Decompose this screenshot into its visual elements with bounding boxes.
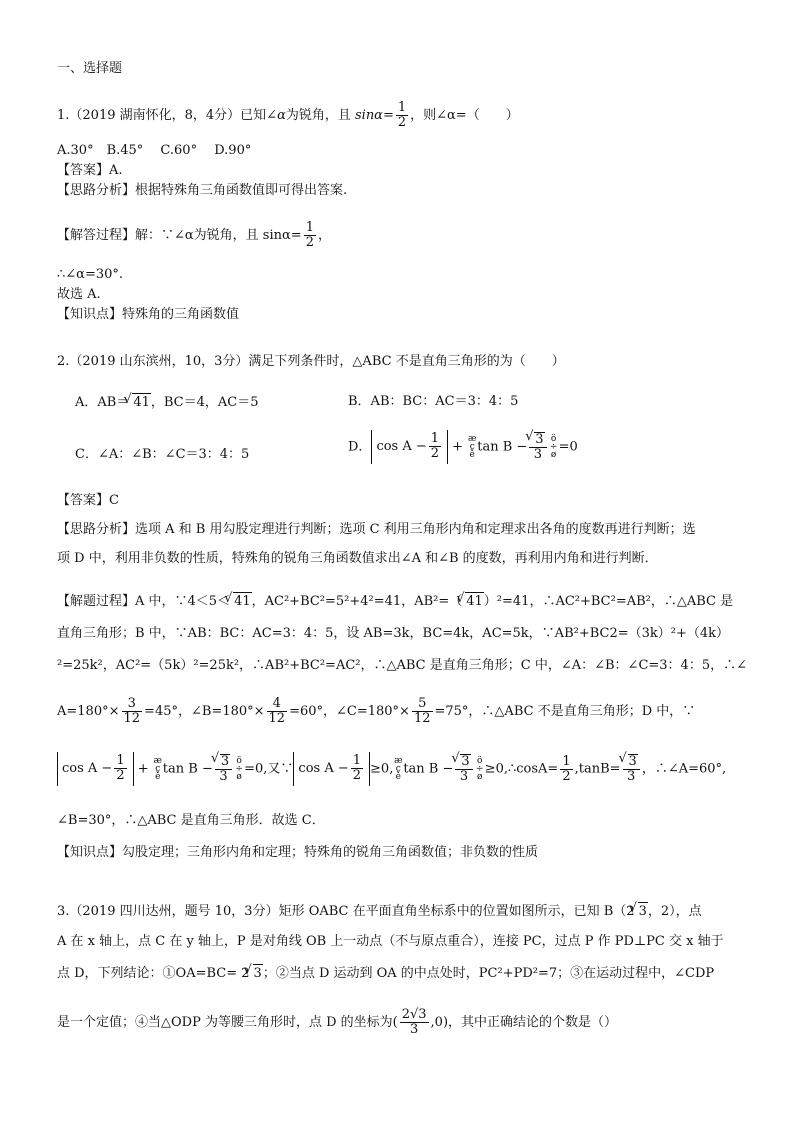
q2-process-4 (57, 697, 695, 727)
q2-p5-d3c: 3 (627, 769, 636, 784)
q2-p5-glyph-1r: ö ÷ ø (235, 756, 243, 782)
q1-knowledge: 【知识点】特殊角的三角函数值 (57, 307, 240, 322)
q1-process-b: ， (317, 228, 331, 243)
q2-proc-5b: ≥0, (370, 761, 394, 777)
q3-line-3 (57, 964, 714, 983)
q2-analysis-1: 【思路分析】选项 A 和 B 用勾股定理进行判断；选项 C 利用三角形内角和定理求出各角的度数再进行判断；选 (57, 522, 696, 537)
q3-line-1a: 3.（2019 四川达州，题号 10，3分）矩形 OABC 在平面直角坐标系中的位置如图所示，已知 B（2 (57, 904, 635, 919)
q3-line-3a: 点 D，下列结论：①OA=BC= 2 (57, 966, 250, 981)
q2-p5-tanb-2: tan B − (403, 761, 454, 777)
q2-proc-4b: =45°，∠B=180°× (144, 704, 265, 719)
q1-process (57, 221, 331, 250)
q3-fraction (400, 1008, 429, 1037)
q3-line-4 (57, 1008, 617, 1038)
q1-fraction (396, 101, 408, 130)
q2-p5-h3d: 2 (562, 768, 571, 784)
q2-f12-a: 12 (123, 711, 141, 726)
q2-p5-h1d: 2 (116, 768, 125, 783)
q2-p5-h2n: 1 (352, 753, 362, 768)
q2-opt-a-radical: √ 41 (132, 393, 151, 412)
q1-alpha: α (277, 108, 286, 123)
q2-option-c: C．∠A：∠B：∠C＝3：4：5 (75, 447, 250, 462)
q2-opt-d-abs (371, 430, 448, 464)
q1-proc-num: 1 (305, 220, 314, 235)
q2-p5-d3b: 3 (459, 769, 469, 784)
q2-half-num: 1 (430, 431, 440, 446)
q2-eq0: =0 (558, 439, 578, 455)
q3-root3-a: √ 3 (638, 902, 648, 921)
q2-knowledge: 【知识点】勾股定理；三角形内角和定理；特殊角的锐角三角函数值；非负数的性质 (57, 845, 539, 860)
q2-f3: 3 (122, 697, 143, 712)
q2-proc-5e: ，∴∠A=60°, (641, 761, 727, 777)
q2-p5-r3a: √ 3 (220, 754, 230, 769)
q2-proc-5d: ,tanB= (574, 761, 621, 777)
q2-process-3: ²=25k²，AC²=（5k）²=25k²，∴AB²+BC²=AC²，∴△ABC 是直角三角形；C 中，∠A：∠B：∠C=3：4：5，∴∠ (57, 658, 747, 673)
q2-root3: √ 3 (534, 432, 544, 447)
q2-p5-abs-2 (293, 752, 370, 786)
q1-sin: sinα= (354, 108, 394, 123)
q2-analysis-2: 项 D 中，利用非负数的性质，特殊角的锐角三角函数值求出∠A 和∠B 的度数，再利用内角和进行判断． (57, 551, 658, 566)
q2-p5-glyph-2r: ö ÷ ø (475, 756, 484, 782)
q1-stem-b: 为锐角，且 (285, 108, 355, 123)
q2-p5-cosa-1: cos A − (62, 761, 113, 776)
q2-frac-5-12 (412, 697, 433, 726)
q2-proc-5c: ≥0,∴cosA= (484, 761, 559, 777)
q2-process-1 (57, 592, 733, 611)
q2-p5-d3a: 3 (219, 769, 228, 784)
q2-p5-cosa-2: cos A − (298, 761, 349, 776)
q2-half (429, 432, 441, 461)
q2-root3-frac (529, 432, 546, 462)
q2-stem: 2.（2019 山东滨州，10，3分）满足下列条件时，△ABC 不是直角三角形的为（ ） (57, 354, 565, 369)
q2-process-6: ∠B=30°，∴△ABC 是直角三角形．故选 C． (57, 813, 325, 828)
q2-proc-4c: =60°，∠C=180°× (289, 704, 410, 719)
q2-f4: 4 (267, 697, 288, 712)
q2-proc-root41-a: √ 41 (233, 592, 252, 611)
q2-tanb: tan B − (477, 439, 528, 455)
q1-options: A.30° B.45° C.60° D.90° (57, 143, 252, 158)
q3-line-3b: ；②当点 D 运动到 OA 的中点处时，PC²+PD²=7；③在运动过程中，∠CDP (262, 966, 715, 981)
q1-stem (57, 101, 519, 130)
q1-analysis: 【思路分析】根据特殊角三角函数值即可得出答案. (57, 183, 348, 198)
q1-choose: 故选 A. (57, 287, 101, 302)
q2-option-d: D． cos A − $\frac{1}{2}$ + æ ç ètan B − √ $\frac{3}{3}$ ö ÷ ø=0 (348, 430, 578, 464)
q2-opt-a-post: ，BC＝4，AC＝5 (150, 395, 259, 410)
q2-f12-c: 12 (413, 711, 431, 726)
q2-p5-h3n: 1 (562, 753, 571, 769)
q2-f5: 5 (412, 697, 433, 712)
q2-opt-d-label: D． (348, 439, 372, 455)
q2-proc-1b: ，AC²+BC²=5²+4²=41，AB²=（ (251, 594, 463, 609)
q2-frac-3-12 (122, 697, 143, 726)
section-title: 一、选择题 (57, 61, 123, 76)
q1-frac-num: 1 (397, 100, 407, 115)
q2-answer: 【答案】C (57, 493, 119, 508)
q2-proc-1c: ）²=41，∴AC²+BC²=AB²，∴△ABC 是 (483, 594, 734, 609)
q2-bracket-glyph-right: ö ÷ ø (549, 434, 558, 460)
q3-root3-b: √ 3 (253, 964, 263, 983)
q2-bracket-glyph: æ ç è (467, 434, 477, 460)
q1-process-fraction (304, 221, 316, 250)
q3-line-1 (57, 902, 702, 921)
q2-p5-glyph-1: æ ç è (153, 756, 163, 782)
q3-line-2: A 在 x 轴上，点 C 在 y 轴上，P 是对角线 OB 上一动点（不与原点重合），连接 PC，过点 P 作 PD⊥PC 交 x 轴于 (57, 934, 724, 949)
q2-p5-h2d: 2 (352, 768, 362, 783)
q2-option-b: B．AB：BC：AC＝3：4：5 (348, 394, 519, 409)
q1-process-a: 【解答过程】解：∵∠α为锐角，且 sinα= (57, 228, 302, 243)
q1-stem-c: ，则∠α=（ ） (410, 108, 519, 123)
q3-line-4b: ,0)，其中正确结论的个数是（） (430, 1015, 618, 1030)
q3-line-1b: ，2），点 (647, 904, 702, 919)
q1-answer: 【答案】A. (57, 163, 123, 178)
q2-frac-4-12 (267, 697, 288, 726)
q3-frac-den: 3 (409, 1022, 419, 1037)
q1-proc-den: 2 (305, 235, 314, 250)
q2-den3: 3 (533, 447, 543, 462)
q2-process-2: 直角三角形；B 中，∵AB：BC：AC=3：4：5，设 AB=3k，BC=4k，AC=5k，∵AB²+BC2=（3k）²+（4k） (57, 626, 730, 641)
q2-proc-5a: =0,又∵ (244, 761, 294, 777)
q2-f12-b: 12 (268, 711, 286, 726)
q1-therefore: ∴∠α=30°. (57, 267, 124, 282)
q2-p5-r3b: √ 3 (460, 754, 470, 769)
q1-stem-a: 1.（2019 湖南怀化，8，4分）已知∠ (57, 108, 278, 123)
q2-proc-4a: A=180°× (57, 704, 120, 719)
q3-frac-num: 2√3 (401, 1007, 427, 1022)
q2-p5-glyph-2: æ ç è (394, 756, 403, 782)
q2-proc-1a: 【解题过程】A 中，∵4＜5＜ (57, 594, 231, 609)
q3-line-4a: 是一个定值；④当△ODP 为等腰三角形时，点 D 的坐标为( (57, 1015, 398, 1030)
q2-cosa: cos A − (376, 439, 427, 454)
q2-proc-root41-b: √ 41 (465, 592, 484, 611)
q2-half-den: 2 (430, 446, 440, 461)
q2-proc-4d: =75°，∴△ABC 不是直角三角形；D 中，∵ (434, 704, 696, 719)
q2-p5-r3c: √ 3 (628, 754, 638, 769)
q1-frac-den: 2 (397, 115, 407, 130)
q2-opt-a-pre: A．AB＝ (75, 395, 130, 410)
q2-p5-abs-1 (57, 752, 134, 786)
q2-process-5: cos A − $\frac{1}{2}$ + æ ç ètan B − √ $\frac{3}{3}$ ö ÷ ø=0,又∵ cos A − $\frac{1}{2}$ ≥0,æ ç ètan B − √ $\frac{3}{3}$ ö ÷ ø≥0,∴cosA= $\frac{1}{2}$ ,tanB= √ $\frac{3}{3}$ ，∴∠A=60°, (57, 752, 726, 786)
q2-p5-h1n: 1 (116, 753, 125, 768)
q2-option-a (75, 393, 259, 412)
q2-p5-tanb-1: tan B − (162, 761, 213, 777)
